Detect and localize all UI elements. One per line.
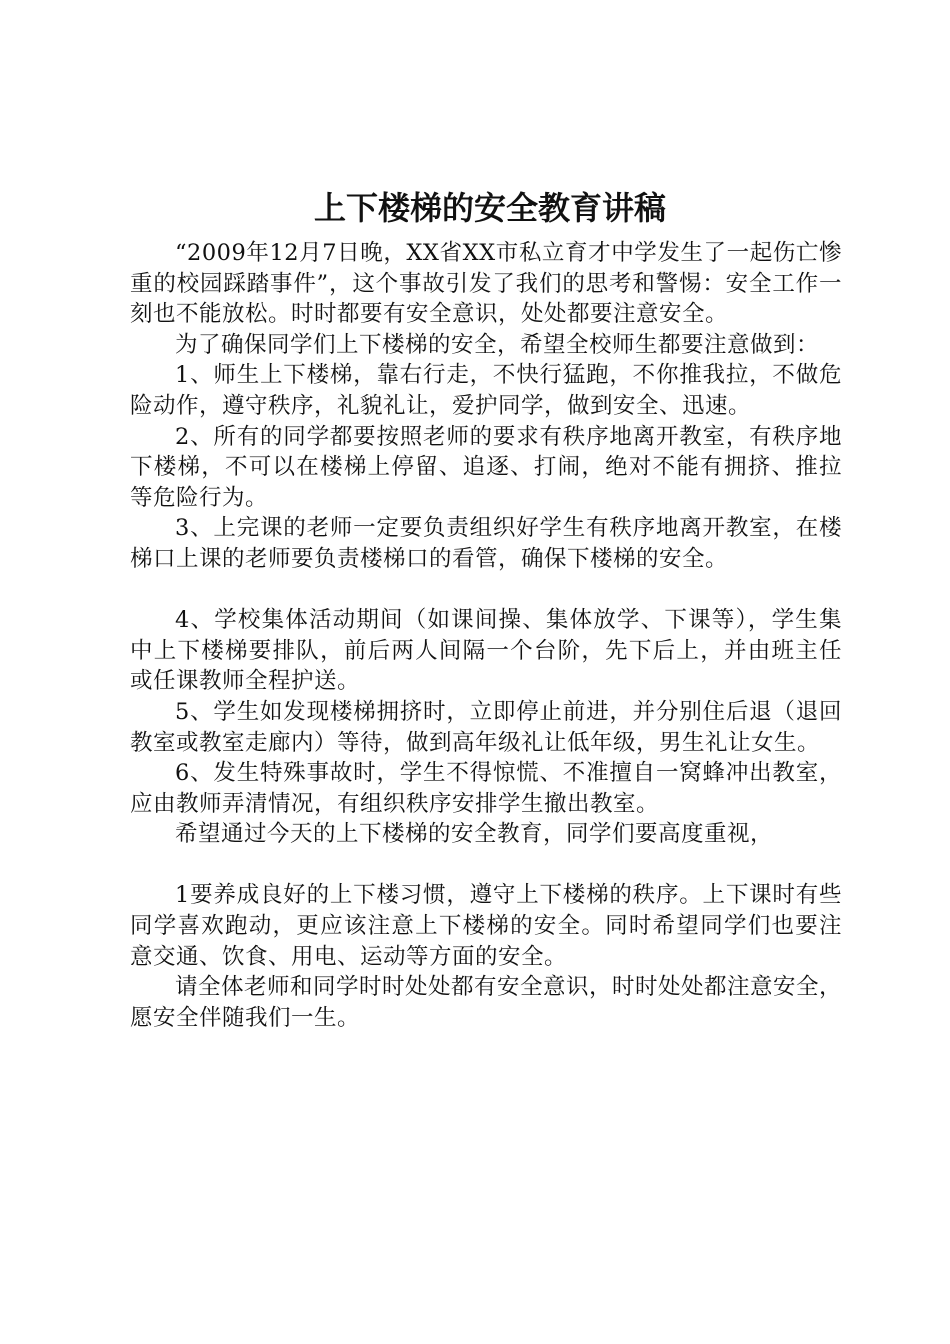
paragraph-rule-5: 5、学生如发现楼梯拥挤时，立即停止前进，并分别住后退（退回教室或教室走廊内）等待，做到高年级礼让低年级，男生礼让女生。	[130, 698, 842, 756]
paragraph-hope: 希望通过今天的上下楼梯的安全教育，同学们要高度重视，	[175, 821, 774, 848]
paragraph-incident: “2009年12月7日晚，XX省XX市私立育才中学发生了一起伤亡惨重的校园踩踏事件”，这个事故引发了我们的思考和警惕：安全工作一刻也不能放松。时时都要有安全意识，处处都要注意安全。	[130, 240, 842, 328]
document-title: 上下楼梯的安全教育讲稿	[313, 189, 666, 227]
document-body	[130, 238, 842, 1033]
paragraph-rule-2: 2、所有的同学都要按照老师的要求有秩序地离开教室，有秩序地下楼梯，不可以在楼梯上停留、追逐、打闹，绝对不能有拥挤、推拉等危险行为。	[130, 423, 842, 511]
blank-line	[130, 575, 842, 606]
paragraph-rule-3: 3、上完课的老师一定要负责组织好学生有秩序地离开教室，在楼梯口上课的老师要负责楼梯口的看管，确保下楼梯的安全。	[130, 515, 842, 572]
paragraph-rule-1: 1、师生上下楼梯，靠右行走，不快行猛跑，不你推我拉，不做危险动作，遵守秩序，礼貌礼让，爱护同学，做到安全、迅速。	[130, 362, 842, 419]
blank-line	[130, 850, 842, 881]
paragraph-rule-6: 6、发生特殊事故时，学生不得惊慌、不准擅自一窝蜂冲出教室，应由教师弄清情况，有组织秩序安排学生撤出教室。	[130, 760, 842, 817]
paragraph-rule-4: 4、学校集体活动期间（如课间操、集体放学、下课等），学生集中上下楼梯要排队，前后两人间隔一个台阶，先下后上，并由班主任或任课教师全程护送。	[130, 607, 842, 695]
paragraph-closing: 请全体老师和同学时时处处都有安全意识，时时处处都注意安全，愿安全伴随我们一生。	[130, 974, 843, 1031]
paragraph-intro: 为了确保同学们上下楼梯的安全，希望全校师生都要注意做到：	[175, 331, 820, 358]
paragraph-habit: 1要养成良好的上下楼习惯，遵守上下楼梯的秩序。上下课时有些同学喜欢跑动，更应该注意上下楼梯的安全。同时希望同学们也要注意交通、饮食、用电、运动等方面的安全。	[130, 882, 842, 970]
